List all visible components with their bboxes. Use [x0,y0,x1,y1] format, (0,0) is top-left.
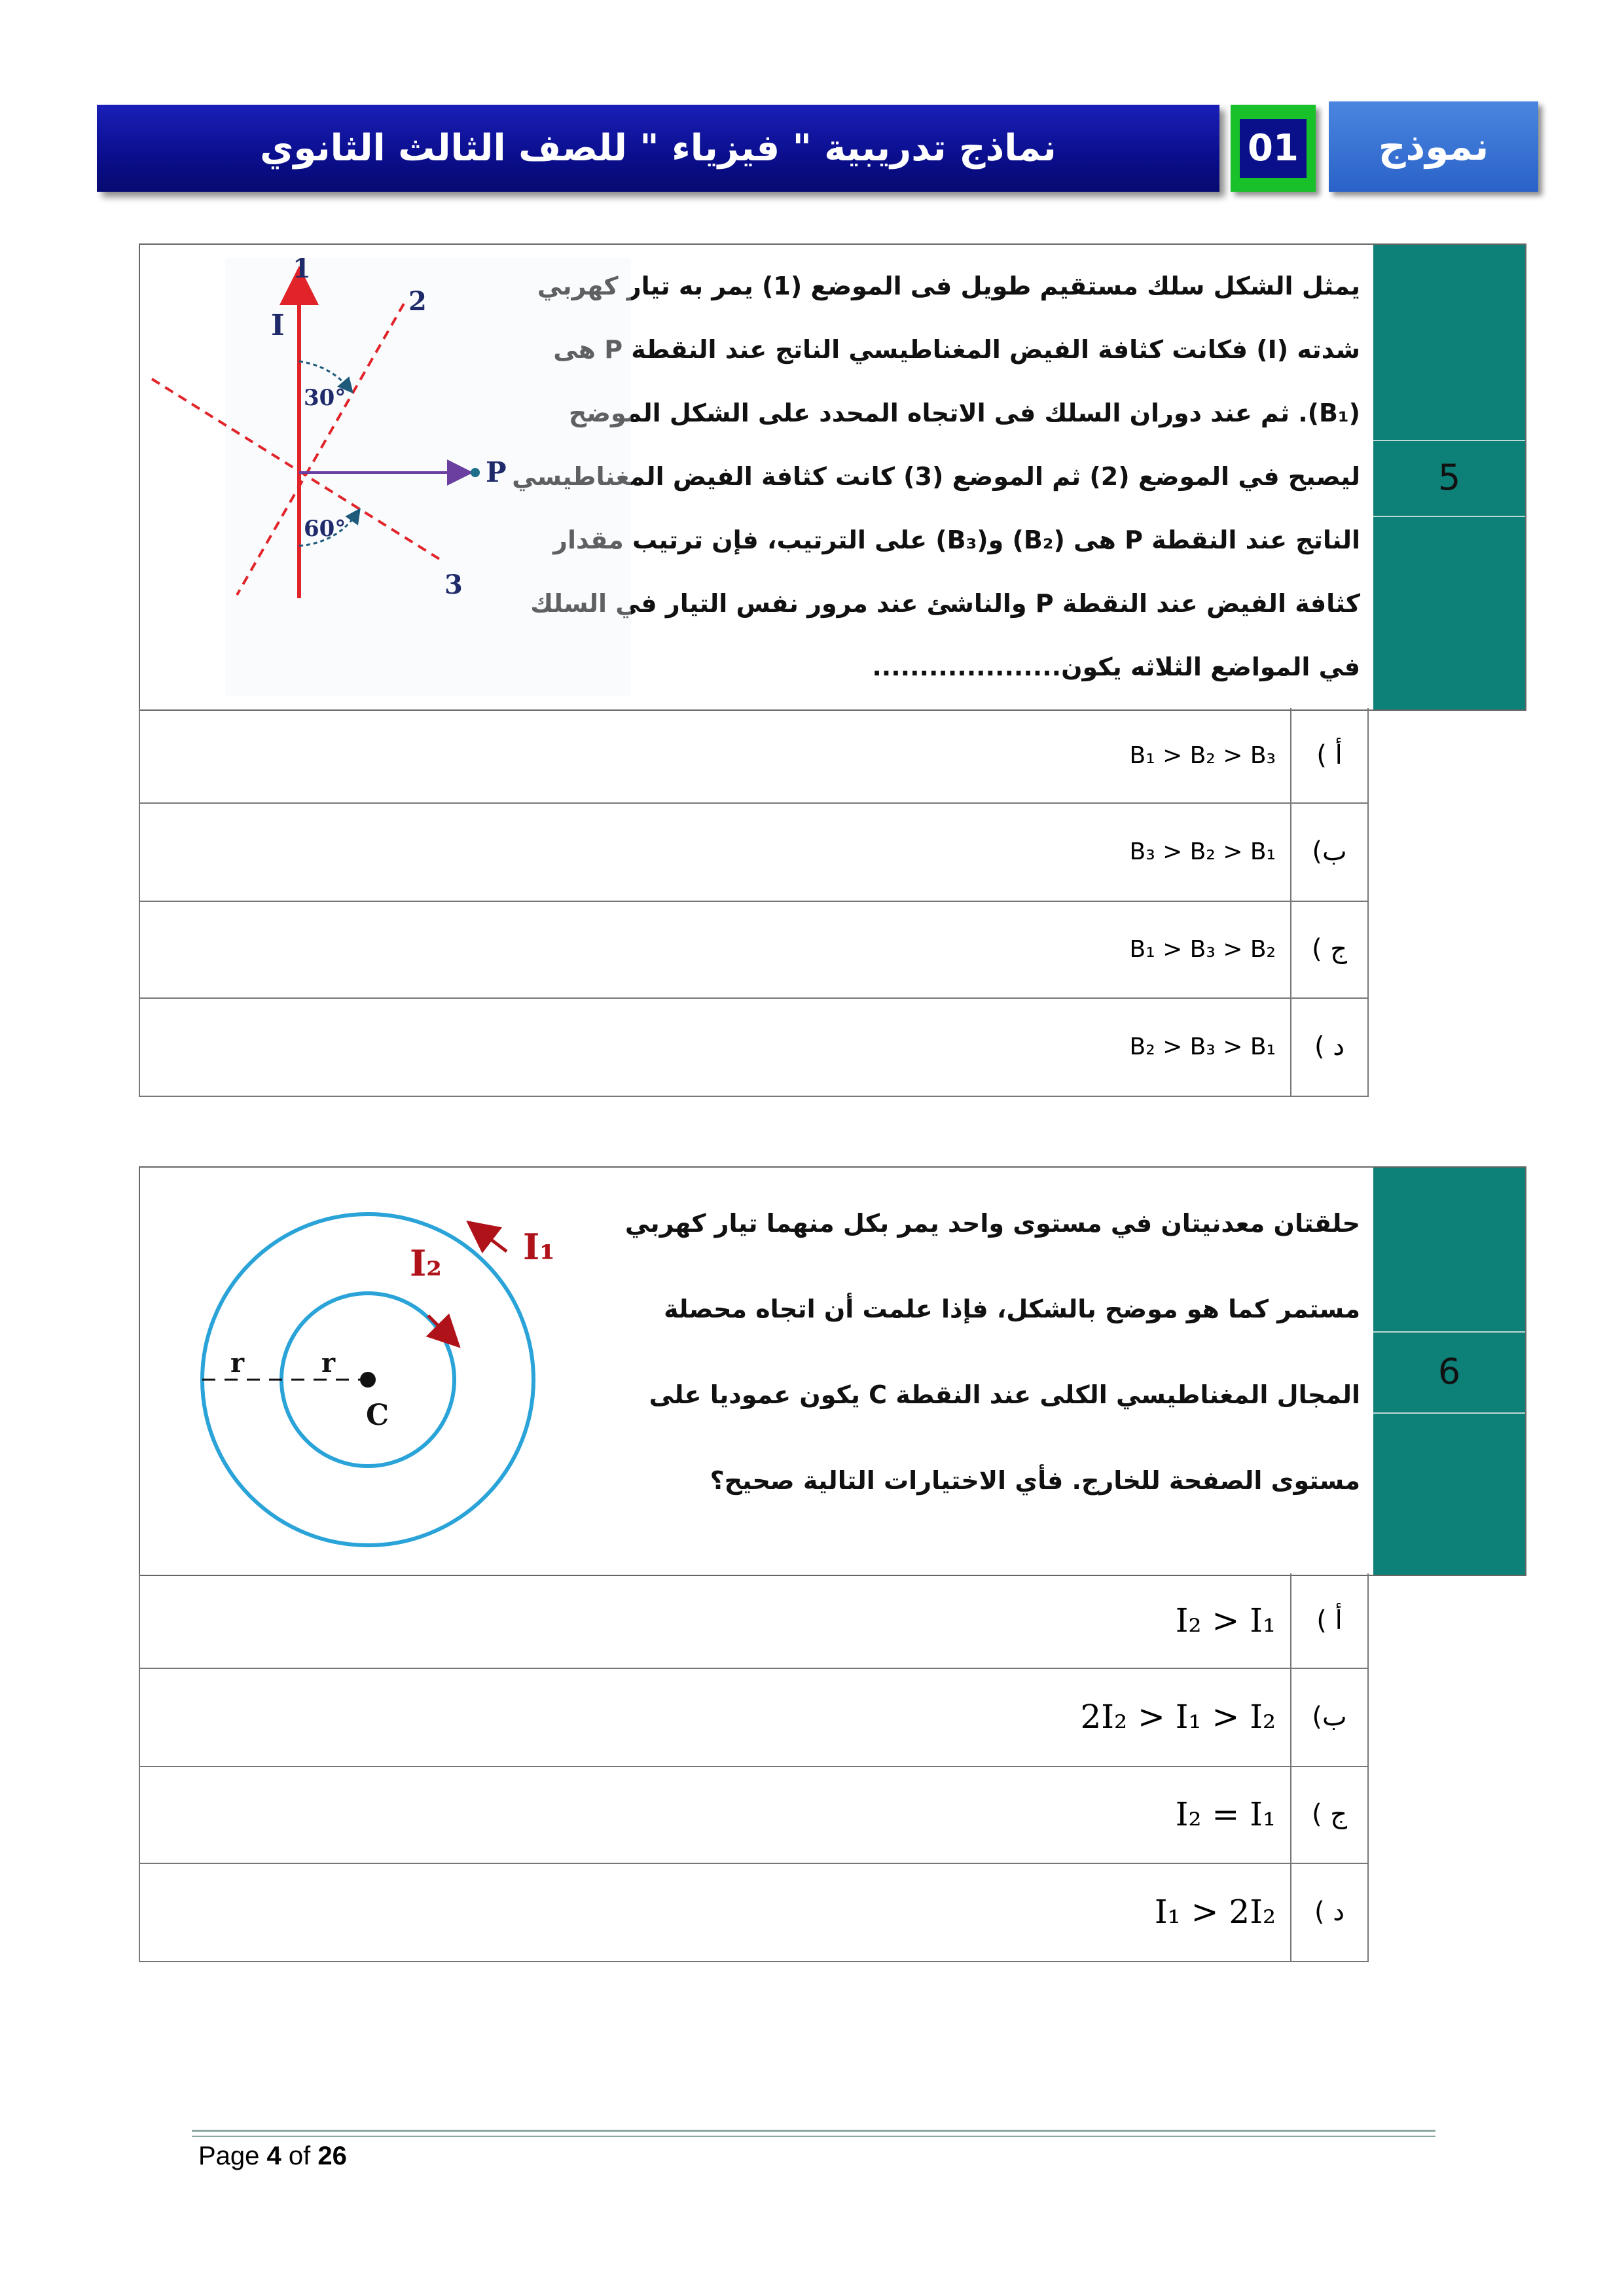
option-row[interactable] [139,802,1369,902]
question-line: مستمر كما هو موضح بالشكل، فإذا علمت أن اتجاه محصلة [664,1295,1360,1323]
footer-divider [192,2130,1435,2137]
point-p-dot [471,468,480,477]
page-footer [198,2142,347,2171]
option-value: B₂ > B₃ > B₁ [1129,1033,1276,1060]
inner-current-label: I₂ [410,1242,442,1284]
angle-60-label: 60° [304,516,346,542]
question-line: يمثل الشكل سلك مستقيم طويل فى الموضع (1) يمر به تيار كهربي [537,272,1360,300]
two-rings-figure [140,1168,598,1575]
footer-total-pages: 26 [317,2142,347,2170]
question-line: ليصبح في الموضع (2) ثم الموضع (3) كانت كثافة الفيض المغناطيسي [512,462,1360,491]
footer-of-word: of [288,2142,311,2170]
question-6-number-cell [1373,1168,1525,1575]
option-label: أ ) [1290,708,1367,802]
option-value: B₁ > B₃ > B₂ [1129,935,1276,963]
model-tag: نموذج [1378,124,1489,169]
option-row[interactable] [139,1766,1369,1864]
model-tag-box [1329,101,1538,192]
option-row[interactable] [139,997,1369,1097]
option-value: I₂ = I₁ [1175,1795,1276,1833]
option-row[interactable] [139,901,1369,999]
option-label: ب) [1290,802,1367,901]
point-p-label: P [486,456,507,488]
question-5-number-cell [1373,245,1525,709]
question-number: 5 [1437,456,1461,498]
option-label: أ ) [1290,1573,1367,1668]
option-row[interactable] [139,1668,1369,1767]
option-value: B₁ > B₂ > B₃ [1129,742,1276,769]
center-label: C [366,1399,389,1432]
question-line: في المواضع الثلاثه يكون.................... [872,653,1360,681]
option-label: د ) [1290,1863,1367,1961]
option-row[interactable] [139,1863,1369,1962]
option-value: B₃ > B₂ > B₁ [1129,838,1276,865]
model-number: 01 [1240,119,1307,178]
header-title-bar [97,105,1219,192]
inner-radius-label: r [321,1348,336,1378]
option-label: ب) [1290,1668,1367,1766]
wire-2-label: 2 [408,286,427,317]
option-value: I₂ > I₁ [1175,1602,1276,1640]
option-value: 2I₂ > I₁ > I₂ [1080,1698,1276,1736]
footer-current-page: 4 [266,2142,281,2170]
option-label: د ) [1290,997,1367,1096]
question-6-text [625,1181,1360,1524]
option-label: ج ) [1290,901,1367,997]
question-line: (B₁). ثم عند دوران السلك فى الاتجاه المحدد على الشكل الموضح [568,399,1360,427]
page-title: نماذج تدريبية " فيزياء " للصف الثالث الثانوي [260,127,1056,170]
question-5-box [139,243,1526,711]
center-point [360,1372,376,1388]
question-line: كثافة الفيض عند النقطة P والناشئ عند مرور نفس التيار في السلك [530,589,1360,618]
wire-1-label: 1 [293,253,311,284]
option-value: I₁ > 2I₂ [1154,1893,1276,1931]
question-number: 6 [1437,1350,1461,1392]
option-row[interactable] [139,708,1369,804]
option-row[interactable] [139,1573,1369,1669]
question-line: المجال المغناطيسي الكلى عند النقطة C يكون عموديا على [649,1380,1360,1409]
question-6-box [139,1166,1526,1576]
question-line: الناتج عند النقطة P هى (B₂) و(B₃) على الترتيب، فإن ترتيب مقدار [553,526,1360,554]
question-line: شدته (I) فكانت كثافة الفيض المغناطيسي الناتج عند النقطة P هى [553,335,1360,364]
current-label: I [271,309,285,342]
wire-rotation-figure [140,245,664,709]
wire-3-label: 3 [444,569,463,600]
outer-current-label: I₁ [523,1226,555,1268]
footer-page-word: Page [198,2142,260,2170]
angle-30-label: 30° [304,385,346,411]
model-number-box [1231,105,1316,192]
option-label: ج ) [1290,1766,1367,1863]
question-line: مستوى الصفحة للخارج. فأي الاختيارات التالية صحيح؟ [710,1466,1360,1495]
question-line: حلقتان معدنيتان في مستوى واحد يمر بكل منهما تيار كهربي [624,1209,1360,1238]
outer-current-arrow [479,1230,507,1251]
outer-radius-label: r [230,1348,245,1378]
